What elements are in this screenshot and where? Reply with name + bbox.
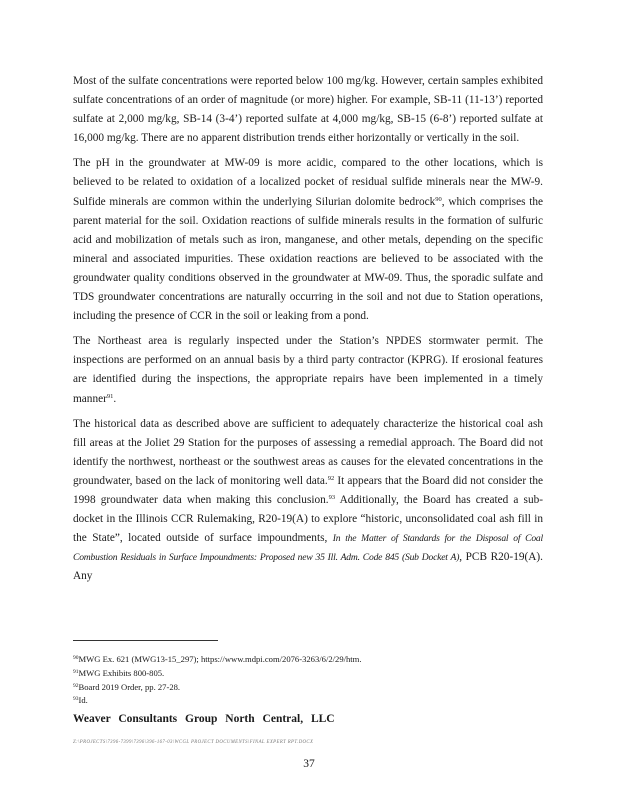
paragraph-historical-text-4: , PCB R20-19(A). Any <box>73 551 543 583</box>
footnotes <box>73 653 543 708</box>
footnote-91 <box>73 667 543 681</box>
footnote-ref-92: 92 <box>327 474 335 482</box>
paragraph-ph-text-1: The pH in the groundwater at MW-09 is more acidic, compared to the other locations, which is believed to be related to oxidation of a localized pocket of residual sulfide minerals near the MW-9. Sulfide minerals are common within the underlying Silurian dolomite bedrock <box>73 157 543 208</box>
footnote-separator <box>73 640 218 641</box>
footnote-text: Id. <box>78 695 88 706</box>
paragraph-historical-text-1: The historical data as described above are sufficient to adequately characterize the historical coal ash fill areas at the Joliet 29 Station for the purposes of assessing a remedial approach. The Board did not identify the northwest, northeast or the southwest areas as causes for the elevated concentrations in the groundwater, based on the lack of monitoring well data. <box>73 417 543 487</box>
footnote-ref-90: 90 <box>435 195 442 203</box>
paragraph-ph <box>73 154 543 326</box>
paragraph-northeast <box>73 332 543 408</box>
footnote-92 <box>73 681 543 695</box>
page-number: 37 <box>303 758 315 770</box>
case-citation: In the Matter of Standards for the Disposal of Coal Combustion Residuals in Surface Impoundments: Proposed new 35 Ill. Adm. Code 845 (Sub Docket A) <box>73 533 543 564</box>
footnote-90 <box>73 653 543 667</box>
footnote-ref-91: 91 <box>106 392 114 400</box>
footnote-number: 91 <box>73 668 79 675</box>
footnote-ref-93: 93 <box>328 493 336 501</box>
paragraph-northeast-text-2: . <box>113 392 117 405</box>
body-text <box>73 72 543 592</box>
footnote-text: MWG Ex. 621 (MWG13-15_297); https://www.mdpi.com/2076-3263/6/2/29/htm. <box>78 654 362 664</box>
paragraph-historical-text-2: It appears that the Board did not consider the 1998 groundwater data when making this conclusion. <box>73 474 543 506</box>
file-path: Z:\PROJECTS\7396-7399\7396\396-167-03\WCGL PROJECT DOCUMENTS\FINAL EXPERT RPT.DOCX <box>73 740 314 745</box>
footnote-text: MWG Exhibits 800-805. <box>78 667 165 678</box>
paragraph-northeast-text-1: The Northeast area is regularly inspected under the Station’s NPDES stormwater permit. The inspections are performed on an annual basis by a third party contractor (KPRG). If erosional features are identified during the inspections, the appropriate repairs have been implemented in a timely manner <box>73 335 543 405</box>
footnote-number: 90 <box>73 655 79 661</box>
footnote-number: 93 <box>73 696 79 703</box>
paragraph-sulfate-text: Most of the sulfate concentrations were reported below 100 mg/kg. However, certain samples exhibited sulfate concentrations of an order of magnitude (or more) higher. For example, SB-11 (11-13’) reported sulfate at 2,000 mg/kg, SB-14 (3-4’) reported sulfate at 4,000 mg/kg, SB-15 (6-8’) reported sulfate at 16,000 mg/kg. There are no apparent distribution trends either horizontally or vertically in the soil. <box>73 75 543 145</box>
paragraph-sulfate <box>73 72 543 148</box>
paragraph-historical-text-3: Additionally, the Board has created a sub-docket in the Illinois CCR Rulemaking, R20-19(A) to explore “historic, unconsolidated coal ash fill in the State”, located outside of surface impoundments, <box>73 493 543 545</box>
paragraph-ph-text-2: , which comprises the parent material for the soil. Oxidation reactions of sulfide minerals results in the formation of sulfuric acid and mobilization of metals such as iron, manganese, and other metals, depending on the specific mineral and associated impurities. These oxidation reactions are believed to be associated with the groundwater quality conditions observed in the groundwater at MW-09. Thus, the sporadic sulfate and TDS groundwater concentrations are naturally occurring in the soil and not due to Station operations, including the presence of CCR in the soil or leaking from a pond. <box>73 195 543 323</box>
firm-name: Weaver Consultants Group North Central, LLC <box>73 713 335 725</box>
footnote-text: Board 2019 Order, pp. 27-28. <box>78 681 181 692</box>
footnote-number: 92 <box>73 682 79 689</box>
paragraph-historical <box>73 415 543 587</box>
footnote-93 <box>73 694 543 708</box>
